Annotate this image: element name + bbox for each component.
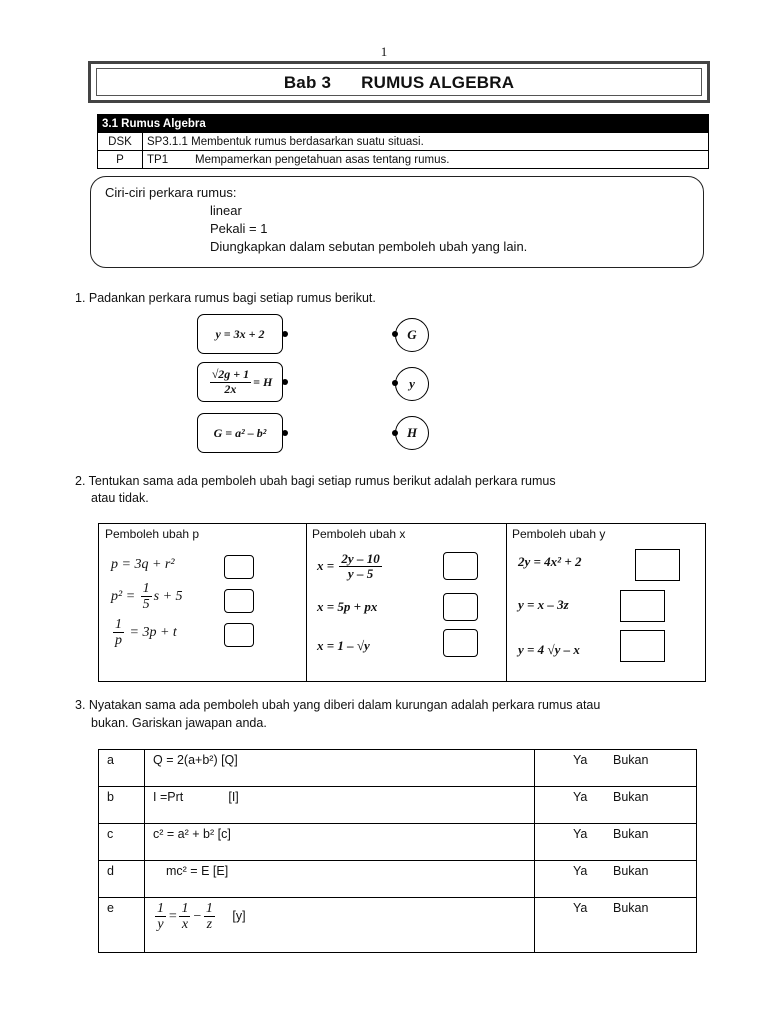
chapter-number: Bab 3 [283,73,332,92]
row-answer [535,824,697,861]
denominator: 5 [142,597,150,613]
answer-box[interactable] [620,590,665,622]
row-formula: c² = a² + b² [c] [145,824,535,861]
no-option[interactable]: Bukan [613,901,649,915]
answer-box[interactable] [635,549,680,581]
formula-part: x = [317,557,338,573]
fraction [113,617,124,649]
answer-box[interactable] [224,555,254,579]
row-label: P [98,151,143,169]
column-y [506,524,705,681]
no-option[interactable]: Bukan [613,827,649,841]
row-code: SP3.1.1 [147,135,188,148]
row-description: Mempamerkan pengetahuan asas tentang rumus. [195,153,450,166]
formula-part: = 3p + t [126,625,177,641]
numerator: 2y – 10 [341,551,380,566]
match-dot[interactable] [282,331,288,337]
row-answer [535,861,697,898]
table-row [99,898,697,953]
chapter-title [91,73,707,93]
numerator: 1 [115,617,122,632]
no-option[interactable]: Bukan [613,790,649,804]
table-row [99,824,697,861]
formula: y = 4 √y – x [518,642,580,657]
row-label: c [99,824,145,861]
formula: x = 5p + px [317,599,378,614]
question-2: 2. Tentukan sama ada pemboleh ubah bagi setiap rumus berikut adalah perkara rumus [75,474,556,488]
row-label: DSK [98,133,143,151]
formula: x = 1 – √y [317,638,370,653]
standards-header: 3.1 Rumus Algebra [98,115,709,133]
denominator: 2x [224,381,237,396]
fraction [179,901,190,933]
column-p [99,524,306,681]
fraction-formula: $\frac{1}{y}$ = $\frac{1}{x}$ − $\frac{1}{z}$ [157,901,213,933]
answer-box[interactable] [620,630,665,662]
fraction [339,552,381,582]
question-2-cont: atau tidak. [91,491,149,505]
formula-box: y = 3x + 2 [197,314,283,354]
question-3-cont: bukan. Gariskan jawapan anda. [91,716,267,730]
column-header: Pemboleh ubah x [312,527,406,541]
question-1: 1. Padankan perkara rumus bagi setiap rumus berikut. [75,291,376,305]
denominator: y [157,917,164,933]
row-label: d [99,861,145,898]
row-answer [535,787,697,824]
row-code: TP1 [147,153,169,166]
subject-circle: H [395,416,429,450]
formula: 2y = 4x² + 2 [518,554,582,569]
yes-option[interactable]: Ya [573,753,588,767]
fraction [141,581,152,613]
characteristic-item: linear [210,203,242,218]
match-dot[interactable] [282,379,288,385]
formula-text: mc² = E [E] [166,864,229,878]
answer-box[interactable] [224,623,254,647]
denominator: x [181,917,189,933]
table-row [98,151,709,169]
row-label: e [99,898,145,953]
subject-table [98,749,697,953]
fraction [155,901,166,933]
row-answer [535,898,697,953]
no-option[interactable]: Bukan [613,864,649,878]
column-x [306,524,506,681]
yes-option[interactable]: Ya [573,864,588,878]
row-label: a [99,750,145,787]
subject-circle: y [395,367,429,401]
table-row [99,787,697,824]
characteristics-title: Ciri-ciri perkara rumus: [105,185,237,200]
row-text [143,133,709,151]
characteristics-box [90,176,704,268]
numerator: 1 [205,901,213,916]
numerator: √2g + 1 [211,367,250,382]
no-option[interactable]: Bukan [613,753,649,767]
answer-box[interactable] [443,629,478,657]
characteristic-item: Diungkapkan dalam sebutan pemboleh ubah yang lain. [210,239,528,254]
numerator: 1 [181,901,189,916]
formula [111,581,183,613]
page-number: 1 [380,44,388,59]
numerator: 1 [142,581,150,596]
subject-circle: G [395,318,429,352]
row-description: Membentuk rumus berdasarkan suatu situasi. [191,135,424,148]
table-row [99,750,697,787]
table-row [98,133,709,151]
numerator: 1 [157,901,164,916]
fraction [210,368,251,395]
formula [317,552,384,582]
answer-box[interactable] [224,589,254,613]
denominator: y – 5 [347,566,374,582]
column-header: Pemboleh ubah y [512,527,606,541]
characteristic-item: Pekali = 1 [210,221,268,236]
match-dot[interactable] [282,430,288,436]
yes-option[interactable]: Ya [573,827,588,841]
equals-h: = H [253,374,273,389]
formula-part: s + 5 [153,589,183,605]
fraction [204,901,215,933]
chapter-name: RUMUS ALGEBRA [361,73,515,92]
formula-box: G = a² – b² [197,413,283,453]
answer-box[interactable] [443,593,478,621]
answer-box[interactable] [443,552,478,580]
row-text [143,151,709,169]
row-formula: Q = 2(a+b²) [Q] [145,750,535,787]
table-row [99,861,697,898]
formula: p = 3q + r² [111,557,175,572]
column-header: Pemboleh ubah p [105,527,200,541]
formula-box [197,362,283,402]
denominator: p [115,633,122,649]
formula [111,617,177,649]
yes-option[interactable]: Ya [573,790,588,804]
row-formula [145,898,535,953]
row-label: b [99,787,145,824]
row-formula: I =Prt [I] [145,787,535,824]
formula-part: p² = [111,589,139,605]
question-3: 3. Nyatakan sama ada pemboleh ubah yang diberi dalam kurungan adalah perkara rumus atau [75,698,601,712]
denominator: z [206,917,213,933]
standards-table [97,114,709,169]
row-answer [535,750,697,787]
variable-bracket: [y] [232,909,246,924]
row-formula [145,861,535,898]
formula: y = x – 3z [518,597,569,612]
variable-table [98,523,706,682]
yes-option[interactable]: Ya [573,901,588,915]
chapter-title-box [88,61,710,103]
